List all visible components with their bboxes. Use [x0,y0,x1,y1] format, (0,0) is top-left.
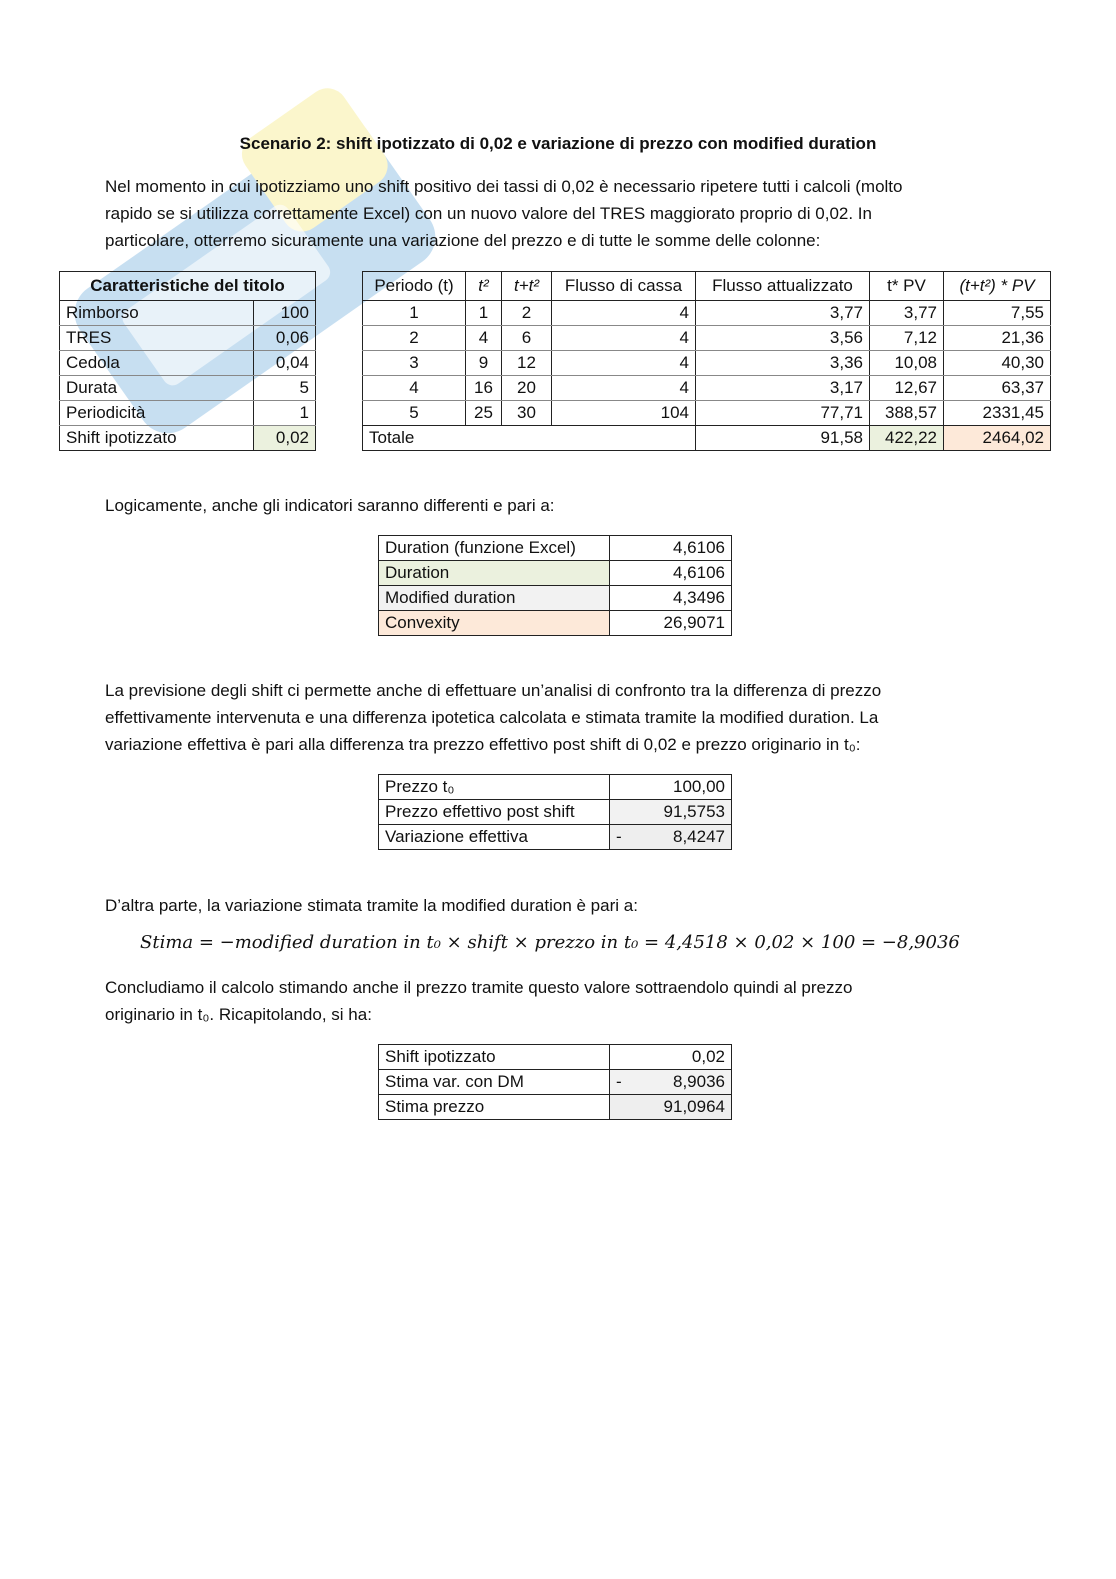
cell: 25 [466,401,502,426]
table-row [363,351,1051,376]
cell: 388,57 [870,401,944,426]
indicators-text: Logicamente, anche gli indicatori saranno differenti e pari a: [105,496,555,515]
cell: 20 [502,376,552,401]
cell: 0,06 [254,326,316,351]
cell: 3,17 [696,376,870,401]
column-header: t+t² [502,272,552,301]
intro-paragraph [105,173,1005,254]
total-label: Totale [363,426,696,451]
total-tpv: 422,22 [870,426,944,451]
cell: 5 [363,401,466,426]
cell: Durata [60,376,254,401]
cell: Duration (funzione Excel) [379,536,610,561]
cell: 4 [552,301,696,326]
cell: 0,02 [254,426,316,451]
cell: 4,6106 [610,561,732,586]
column-header: Flusso di cassa [552,272,696,301]
cell: 4,3496 [610,586,732,611]
table-row [379,825,732,850]
table-row [60,376,316,401]
cell: Variazione effettiva [379,825,610,850]
cell: 30 [502,401,552,426]
cell: 10,08 [870,351,944,376]
cell: 3 [363,351,466,376]
cell: Stima prezzo [379,1095,610,1120]
compare-paragraph [105,677,1005,758]
formula-text: Stima = −modified duration in t₀ × shift × prezzo in t₀ = 4,4518 × 0,02 × 100 = −8,9036 [140,932,960,953]
table-row [60,401,316,426]
cell: 12,67 [870,376,944,401]
table-row [60,301,316,326]
table-header: Caratteristiche del titolo [60,272,316,301]
cell: 21,36 [944,326,1051,351]
cell: 8,4247 [673,827,725,846]
cell: 2 [363,326,466,351]
cell: 40,30 [944,351,1051,376]
total-row [363,426,1051,451]
cell: 4 [363,376,466,401]
table-row [363,376,1051,401]
cell: 4 [552,376,696,401]
table-row [379,800,732,825]
cell: TRES [60,326,254,351]
prices-table [378,774,732,850]
column-header: t* PV [870,272,944,301]
cell: 77,71 [696,401,870,426]
cell: Shift ipotizzato [379,1045,610,1070]
cell: 12 [502,351,552,376]
cell: Convexity [379,611,610,636]
cell: 3,77 [696,301,870,326]
table-row [379,1045,732,1070]
cell: Duration [379,561,610,586]
header-row [363,272,1051,301]
cell: Shift ipotizzato [60,426,254,451]
cell: 7,12 [870,326,944,351]
cell: 16 [466,376,502,401]
text-line: La previsione degli shift ci permette anche di effettuare un’analisi di confronto tra la differenza di prezzo [105,681,882,700]
cell: 2331,45 [944,401,1051,426]
characteristics-table [59,271,316,451]
cell: Cedola [60,351,254,376]
cell: 8,9036 [673,1072,725,1091]
cell: 100,00 [673,777,725,796]
indicators-table [378,535,732,636]
text-line: Nel momento in cui ipotizziamo uno shift positivo dei tassi di 0,02 è necessario ripetere tutti i calcoli (molto [105,177,903,196]
cell: 0,04 [254,351,316,376]
cell: 91,0964 [663,1097,725,1116]
formula [140,932,960,953]
cell: 0,02 [691,1047,725,1066]
text-line: variazione effettiva è pari alla differenza tra prezzo effettivo post shift di 0,02 e prezzo originario in t₀: [105,735,861,754]
table-row [379,561,732,586]
table-row [379,1095,732,1120]
estimate-text: D’altra parte, la variazione stimata tramite la modified duration è pari a: [105,896,638,915]
summary-table [378,1044,732,1120]
table-row [60,426,316,451]
table-row [363,401,1051,426]
cell: 91,5753 [663,802,725,821]
cell: 1 [254,401,316,426]
table-row [60,351,316,376]
cell: Stima var. con DM [379,1070,610,1095]
cell: Prezzo effettivo post shift [379,800,610,825]
cell: 3,77 [870,301,944,326]
cell: 1 [466,301,502,326]
cell: 5 [254,376,316,401]
cell: 9 [466,351,502,376]
cell: 63,37 [944,376,1051,401]
cashflow-table [362,271,1051,451]
cell: 104 [552,401,696,426]
sign: - [616,1072,622,1091]
table-row [379,611,732,636]
cell: 26,9071 [610,611,732,636]
table-row [379,775,732,800]
table-row [363,301,1051,326]
cell: 4 [552,351,696,376]
cell: 4 [466,326,502,351]
cell: 3,36 [696,351,870,376]
section-title: Scenario 2: shift ipotizzato di 0,02 e variazione di prezzo con modified duration [239,134,877,153]
cell: 1 [363,301,466,326]
cell: Rimborso [60,301,254,326]
cell: 4,6106 [610,536,732,561]
cell: 2 [502,301,552,326]
total-ttpv: 2464,02 [944,426,1051,451]
text-line: particolare, otterremo sicuramente una variazione del prezzo e di tutte le somme delle colonne: [105,231,821,250]
cell: 3,56 [696,326,870,351]
cell: 6 [502,326,552,351]
table-row [60,326,316,351]
table-row [379,536,732,561]
text-line: effettivamente intervenuta e una differenza ipotetica calcolata e stimata tramite la modified duration. La [105,708,879,727]
column-header: Periodo (t) [363,272,466,301]
cell: Modified duration [379,586,610,611]
cell: 4 [552,326,696,351]
table-row [379,586,732,611]
table-row [363,326,1051,351]
column-header: (t+t²) * PV [944,272,1051,301]
total-pv: 91,58 [696,426,870,451]
cell: Prezzo t₀ [379,775,610,800]
text-line: originario in t₀. Ricapitolando, si ha: [105,1005,372,1024]
column-header: t² [466,272,502,301]
table-row [379,1070,732,1095]
cell: Periodicità [60,401,254,426]
text-line: Concludiamo il calcolo stimando anche il prezzo tramite questo valore sottraendolo quindi al prezzo [105,978,853,997]
text-line: rapido se si utilizza correttamente Excel) con un nuovo valore del TRES maggiorato proprio di 0,02. In [105,204,872,223]
cell: 7,55 [944,301,1051,326]
column-header: Flusso attualizzato [696,272,870,301]
conclude-paragraph [105,974,1005,1028]
cell: 100 [254,301,316,326]
sign: - [616,827,622,846]
